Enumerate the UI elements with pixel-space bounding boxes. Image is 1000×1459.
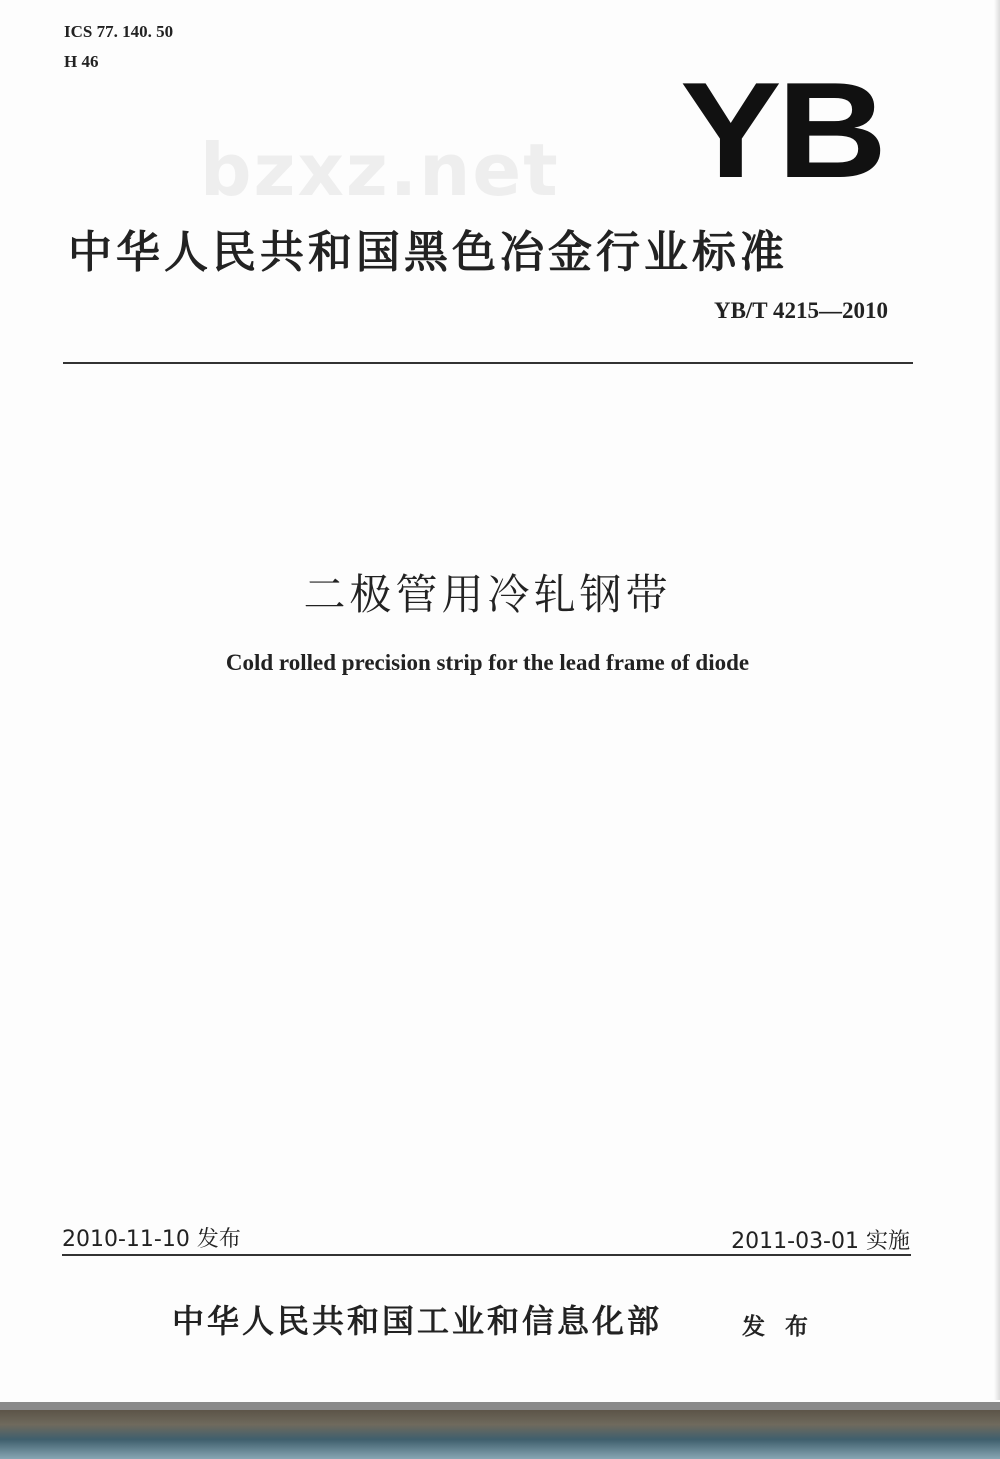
classification-code: H 46 <box>64 52 99 71</box>
ics-code: ICS 77. 140. 50 <box>64 22 174 41</box>
standard-number: YB/T 4215—2010 <box>713 298 888 323</box>
english-title: Cold rolled precision strip for the lead frame of diode <box>225 650 750 675</box>
chinese-title: 二极管用冷轧钢带 <box>303 570 672 619</box>
footer-divider <box>0 1402 1000 1410</box>
bottom-divider <box>62 1254 911 1256</box>
implementation-date: 2011-03-01 实施 <box>731 1229 910 1254</box>
footer-photo-strip <box>0 1410 1000 1459</box>
top-divider <box>63 362 913 364</box>
issuing-ministry: 中华人民共和国工业和信息化部 <box>172 1302 663 1340</box>
organization-title: 中华人民共和国黑色冶金行业标准 <box>68 227 788 278</box>
page-edge-shadow <box>994 0 1000 1400</box>
yb-logo: YB <box>680 54 883 206</box>
issue-date: 2010-11-10 发布 <box>62 1227 241 1252</box>
publish-label: 发 布 <box>742 1314 815 1340</box>
watermark: bzxz.net <box>200 128 560 212</box>
